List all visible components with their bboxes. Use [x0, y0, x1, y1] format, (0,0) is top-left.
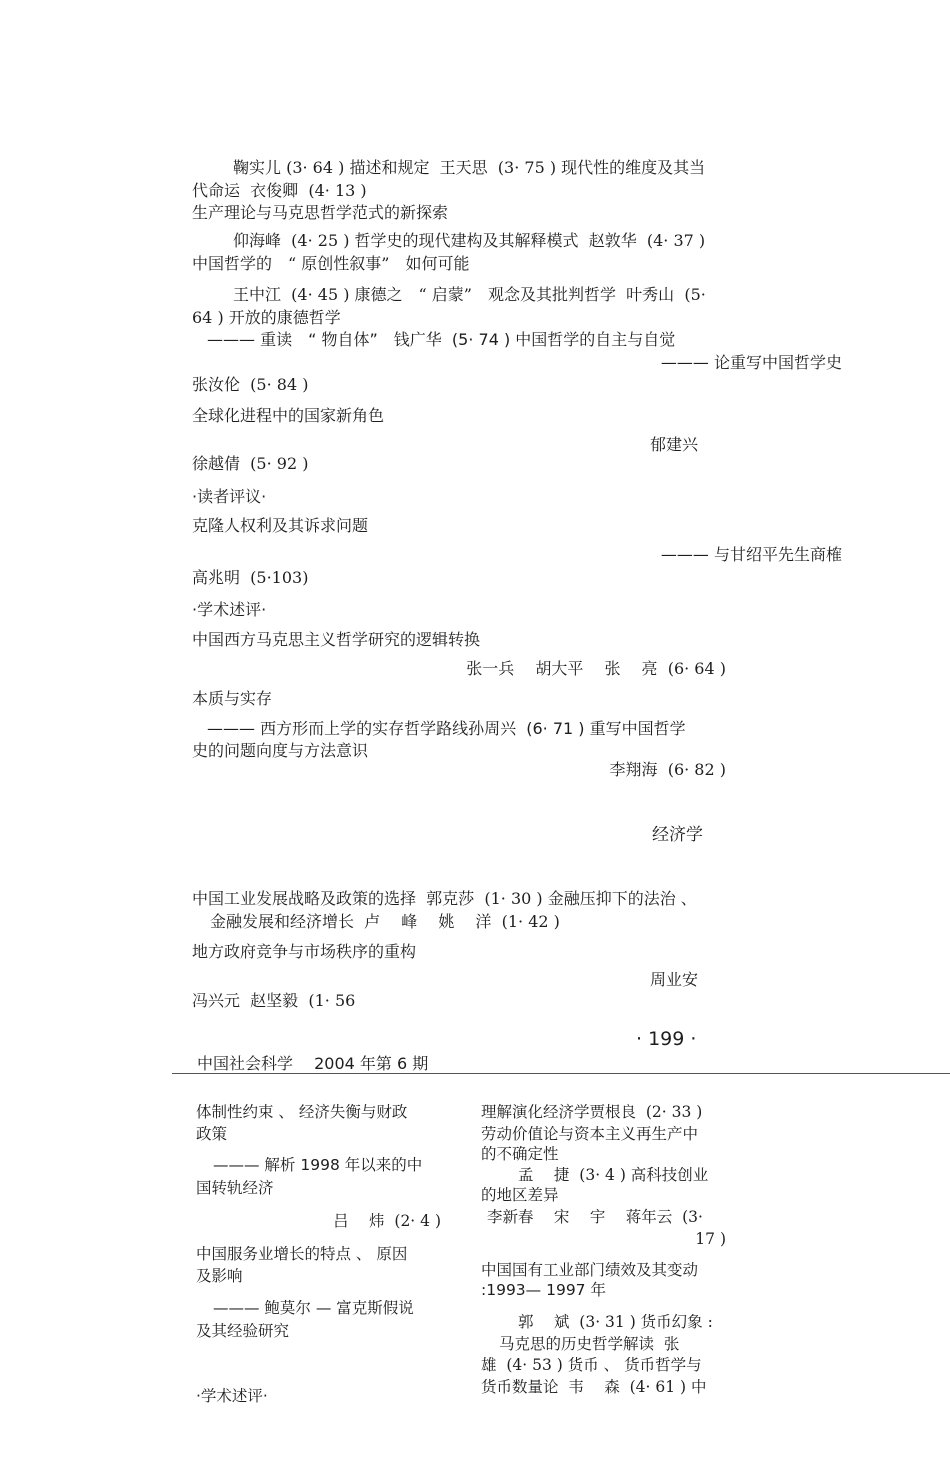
subtitle-line: ——— 重读 “ 物自体” 钱广华 (5· 74 ) 中国哲学的自主与自觉 — [207, 330, 676, 349]
article-title: 生产理论与马克思哲学范式的新探索 — [192, 203, 449, 222]
text-line: 中国工业发展战略及政策的选择 郭克莎 (1· 30 ) 金融压抑下的法治 、 — [192, 889, 697, 908]
section-heading: ·读者评议· — [192, 487, 267, 506]
author-line: 郁建兴 — [650, 435, 699, 454]
subtitle-line: 及其经验研究 — [196, 1322, 290, 1340]
section-heading: ·学术述评· — [192, 600, 267, 619]
article-title: 政策 — [196, 1125, 228, 1143]
subtitle-line: ——— 鲍莫尔 — 富克斯假说 — [213, 1299, 414, 1317]
journal-header: 中国社会科学 2004 年第 6 期 — [197, 1054, 429, 1073]
text-line: 64 ) 开放的康德哲学 — [192, 308, 341, 327]
article-title: :1993— 1997 年 — [481, 1281, 606, 1299]
article-title: 中国服务业增长的特点 、 原因 — [196, 1245, 408, 1263]
article-title: 中国西方马克思主义哲学研究的逻辑转换 — [192, 630, 481, 649]
text-line: 仰海峰 (4· 25 ) 哲学史的现代建构及其解释模式 赵敦华 (4· 37 ) — [233, 231, 706, 250]
article-title: 地方政府竞争与市场秩序的重构 — [192, 942, 417, 961]
text-line: 王中江 (4· 45 ) 康德之 “ 启蒙” 观念及其批判哲学 叶秀山 (5· — [233, 285, 706, 304]
article-title: 劳动价值论与资本主义再生产中 — [481, 1125, 699, 1143]
author-line: 张一兵 胡大平 张 亮 (6· 64 ) — [466, 659, 726, 678]
author-line: 张汝伦 (5· 84 ) — [192, 375, 309, 394]
article-title: 克隆人权利及其诉求问题 — [192, 516, 369, 535]
section-heading-economics: 经济学 — [652, 825, 703, 845]
article-title: 的不确定性 — [481, 1145, 559, 1163]
author-line: 高兆明 (5·103) — [192, 568, 309, 587]
article-title: 全球化进程中的国家新角色 — [192, 406, 385, 425]
header-rule — [172, 1073, 950, 1074]
section-heading: ·学术述评· — [196, 1387, 268, 1405]
text-line: 马克思的历史哲学解读 张 — [499, 1335, 680, 1353]
text-line: 雄 (4· 53 ) 货币 、 货币哲学与 — [481, 1356, 702, 1374]
article-title: 本质与实存 — [192, 689, 273, 708]
subtitle-line: ——— 解析 1998 年以来的中 — [213, 1156, 423, 1174]
text-line: 金融发展和经济增长 卢 峰 姚 洋 (1· 42 ) — [210, 912, 560, 931]
subtitle-line: ——— 论重写中国哲学史 — [660, 353, 842, 372]
article-title: 及影响 — [196, 1267, 243, 1285]
article-title: 体制性约束 、 经济失衡与财政 — [196, 1103, 408, 1121]
subtitle-line: ——— 与甘绍平先生商榷 — [660, 545, 842, 564]
author-line: 吕 炜 (2· 4 ) — [333, 1212, 441, 1230]
author-line: 冯兴元 赵坚毅 (1· 56 — [192, 991, 356, 1010]
text-line: 的地区差异 — [481, 1186, 559, 1204]
text-line: 鞠实儿 (3· 64 ) 描述和规定 王天思 (3· 75 ) 现代性的维度及其当 — [233, 158, 706, 177]
subtitle-line: ——— 西方形而上学的实存哲学路线孙周兴 (6· 71 ) 重写中国哲学 — [207, 719, 686, 738]
text-line: 郭 斌 (3· 31 ) 货币幻象 : — [518, 1313, 713, 1331]
author-line: 17 ) — [695, 1230, 726, 1248]
author-line: 李翔海 (6· 82 ) — [609, 760, 726, 779]
author-line: 周业安 — [650, 970, 699, 989]
text-line: 货币数量论 韦 森 (4· 61 ) 中 — [481, 1378, 707, 1396]
text-line: 理解演化经济学贾根良 (2· 33 ) — [481, 1103, 703, 1121]
article-title: 中国哲学的 “ 原创性叙事” 如何可能 — [192, 254, 470, 273]
author-line: 徐越倩 (5· 92 ) — [192, 454, 309, 473]
subtitle-line: 国转轨经济 — [196, 1179, 274, 1197]
article-title: 中国国有工业部门绩效及其变动 — [481, 1261, 699, 1279]
text-line: 代命运 衣俊卿 (4· 13 ) — [192, 181, 367, 200]
page-number: · 199 · — [636, 1028, 697, 1050]
text-line: 孟 捷 (3· 4 ) 高科技创业 — [518, 1166, 709, 1184]
author-line: 李新春 宋 宇 蒋年云 (3· — [487, 1208, 703, 1226]
text-line: 史的问题向度与方法意识 — [192, 741, 369, 760]
